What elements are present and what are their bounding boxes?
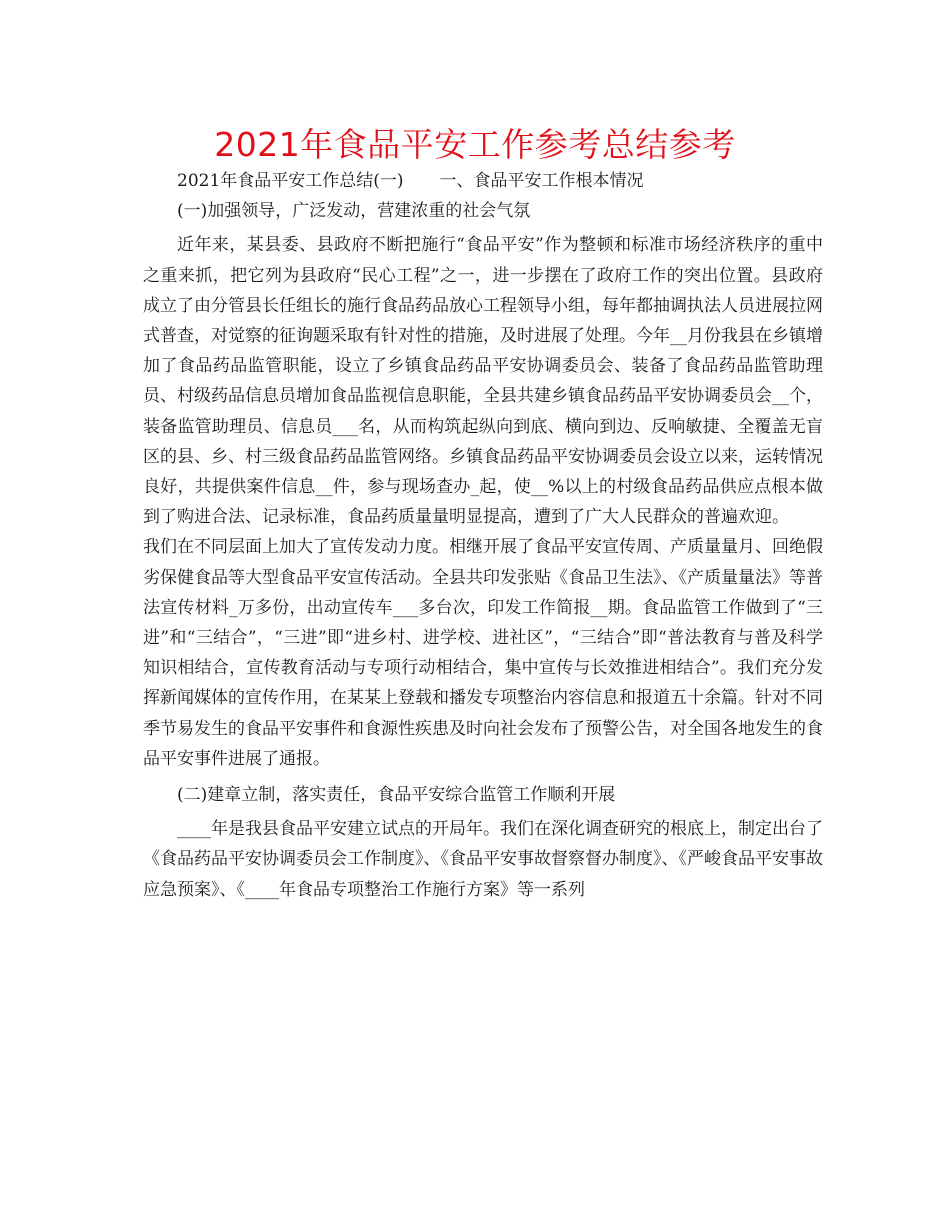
document-title: 2021年食品平安工作参考总结参考 bbox=[214, 125, 736, 164]
sub-heading-1: (一)加强领导，广泛发动，营建浓重的社会气氛 bbox=[177, 201, 531, 222]
document-body bbox=[143, 166, 823, 905]
sub-heading-2: (二)建章立制，落实责任，食品平安综合监管工作顺利开展 bbox=[177, 785, 616, 806]
paragraph-2: 我们在不同层面上加大了宣传发动力度。相继开展了食品平安宣传周、产质量量月、回绝假劣保健食品等大型食品平安宣传活动。全县共印发张贴《食品卫生法》、《产质量量法》等普法宣传材料_万多份，出动宣传车___多台次，印发工作简报__期。食品监管工作做到了“三进”和“三结合”，“三进”即“进乡村、进学校、进社区”，“三结合”即“普法教育与普及科学知识相结合，宣传教育活动与专项行动相结合，集中宣传与长效推进相结合”。我们充分发挥新闻媒体的宣传作用，在某某上登载和播发专项整治内容信息和报道五十余篇。针对不同季节易发生的食品平安事件和食源性疾患及时向社会发布了预警公告，对全国各地发生的食品平安事件进展了通报。 bbox=[143, 537, 823, 769]
paragraph-3: ____年是我县食品平安建立试点的开局年。我们在深化调查研究的根底上，制定出台了《食品药品平安协调委员会工作制度》、《食品平安事故督察督办制度》、《严峻食品平安事故应急预案》、《____年食品专项整治工作施行方案》等一系列 bbox=[143, 819, 823, 900]
document-subtitle: 2021年食品平安工作总结(一) bbox=[177, 171, 404, 191]
section-heading-1: 一、食品平安工作根本情况 bbox=[439, 171, 644, 191]
paragraph-1: 近年来，某县委、县政府不断把施行“食品平安”作为整顿和标准市场经济秩序的重中之重来抓，把它列为县政府“民心工程”之一，进一步摆在了政府工作的突出位置。县政府成立了由分管县长任组长的施行食品药品放心工程领导小组，每年都抽调执法人员进展拉网式普查，对觉察的征询题采取有针对性的措施，及时进展了处理。今年__月份我县在乡镇增加了食品药品监管职能，设立了乡镇食品药品平安协调委员会、装备了食品药品监管助理员、村级药品信息员增加食品监视信息职能，全县共建乡镇食品药品平安协调委员会__个，装备监管助理员、信息员___名，从而构筑起纵向到底、横向到边、反响敏捷、全覆盖无盲区的县、乡、村三级食品药品监管网络。乡镇食品药品平安协调委员会设立以来，运转情况良好，共提供案件信息__件，参与现场查办_起，使__%以上的村级食品药品供应点根本做到了购进合法、记录标准，食品药质量量明显提高，遭到了广大人民群众的普遍欢迎。 bbox=[143, 235, 823, 528]
subtitle-line bbox=[143, 166, 823, 196]
